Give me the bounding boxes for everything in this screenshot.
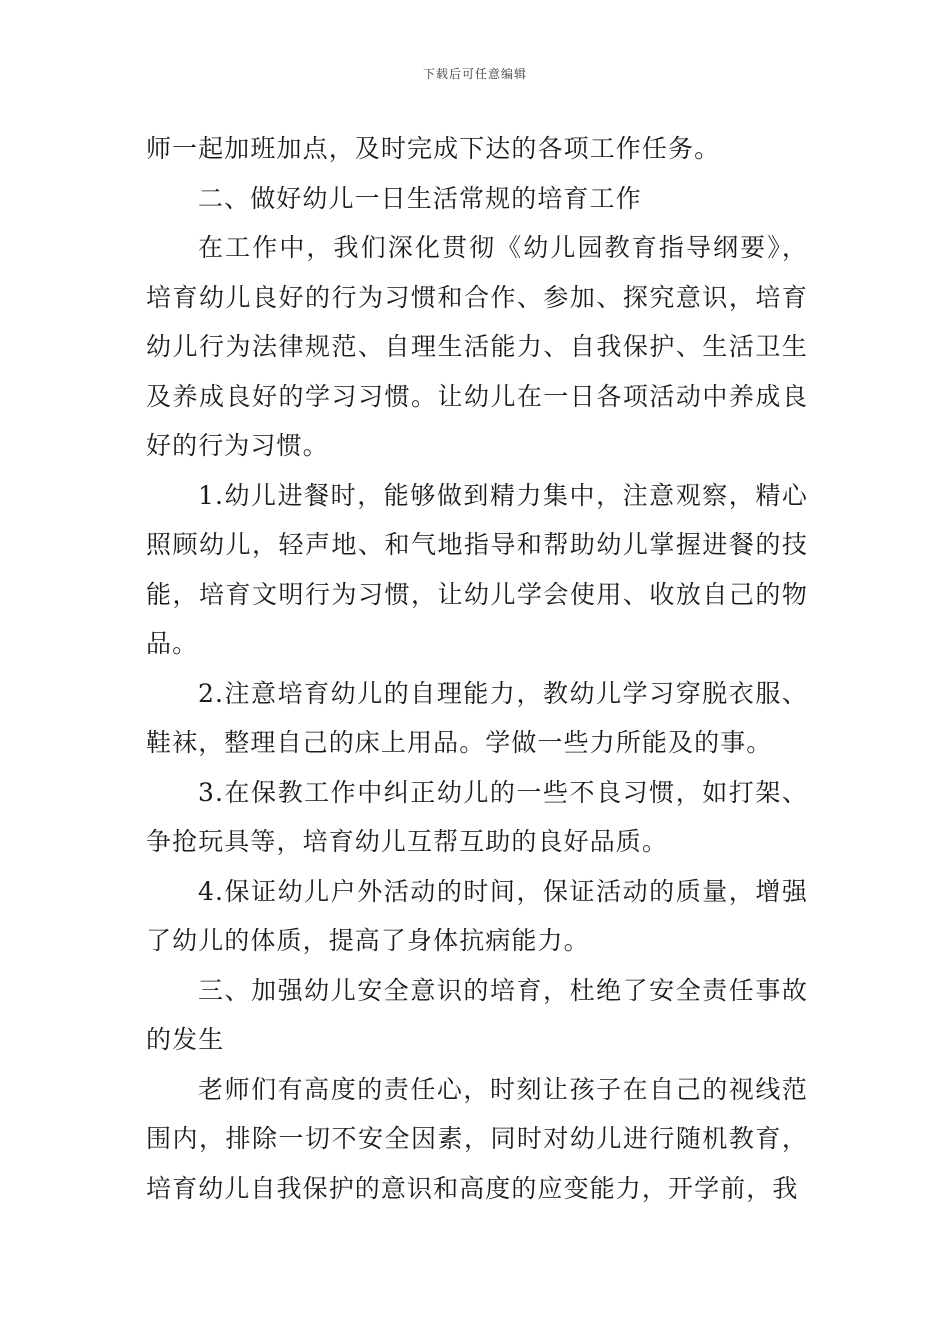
paragraph-intro: 在工作中，我们深化贯彻《幼儿园教育指导纲要》，培育幼儿良好的行为习惯和合作、参加、探究意识，培育幼儿行为法律规范、自理生活能力、自我保护、生活卫生及养成良好的学习习惯。让幼儿在一日各项活动中养成良好的行为习惯。: [146, 233, 808, 460]
section-heading-2: 二、做好幼儿一日生活常规的培育工作: [198, 183, 642, 213]
paragraph-safety: 老师们有高度的责任心，时刻让孩子在自己的视线范围内，排除一切不安全因素，同时对幼儿进行随机教育，培育幼儿自我保护的意识和高度的应变能力，开学前，我: [146, 1074, 808, 1203]
list-item-1: 1.幼儿进餐时，能够做到精力集中，注意观察，精心照顾幼儿，轻声地、和气地指导和帮助幼儿掌握进餐的技能，培育文明行为习惯，让幼儿学会使用、收放自己的物品。: [146, 480, 808, 658]
paragraph-continuation: 师一起加班加点，及时完成下达的各项工作任务。: [146, 134, 721, 163]
page-header-note: 下载后可任意编辑: [422, 67, 527, 81]
section-heading-3: 三、加强幼儿安全意识的培育，杜绝了安全责任事故的发生: [146, 975, 808, 1054]
list-item-2: 2.注意培育幼儿的自理能力，教幼儿学习穿脱衣服、鞋袜，整理自己的床上用品。学做一些力所能及的事。: [146, 678, 808, 757]
document-body: [146, 124, 808, 1213]
list-item-3: 3.在保教工作中纠正幼儿的一些不良习惯，如打架、争抢玩具等，培育幼儿互帮互助的良好品质。: [146, 777, 808, 856]
list-item-4: 4.保证幼儿户外活动的时间，保证活动的质量，增强了幼儿的体质，提高了身体抗病能力。: [146, 876, 808, 955]
